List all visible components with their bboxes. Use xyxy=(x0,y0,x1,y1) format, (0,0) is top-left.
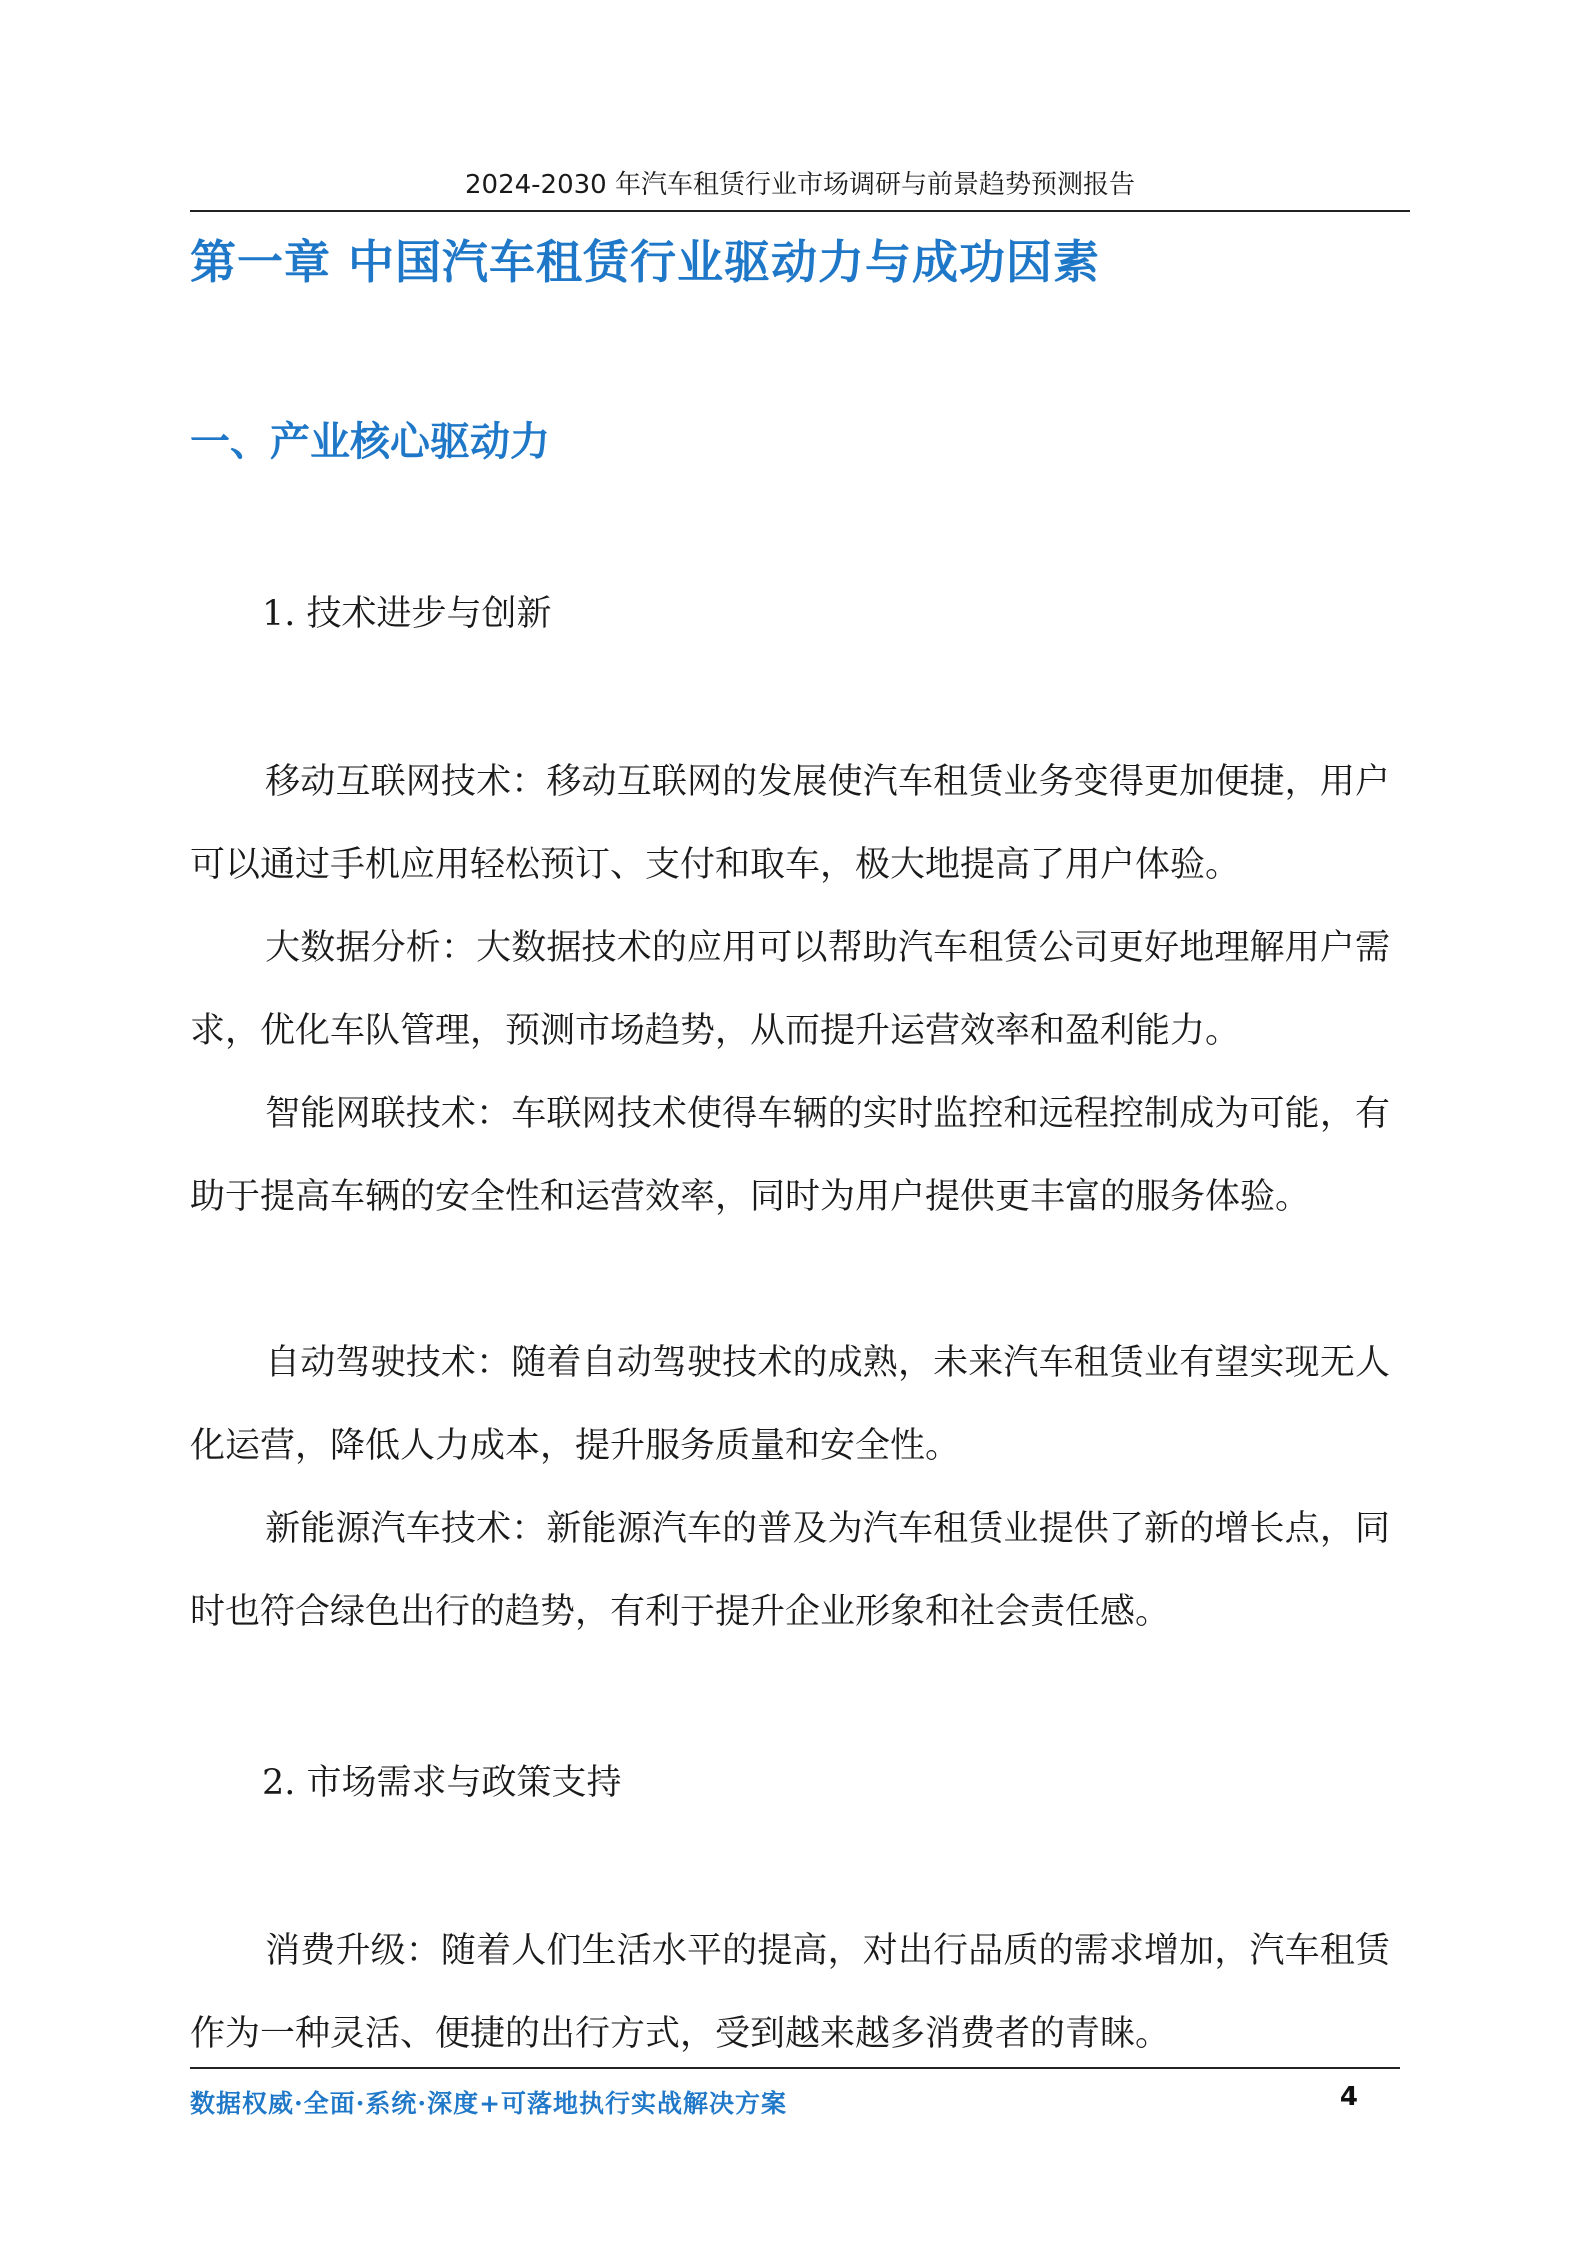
subsection-heading-1: 1. 技术进步与创新 xyxy=(262,594,552,634)
paragraph-connected-vehicle xyxy=(190,1073,1390,1239)
paragraph-consumption-upgrade xyxy=(190,1910,1390,2076)
paragraph-new-energy xyxy=(190,1488,1390,1654)
section-title: 一、产业核心驱动力 xyxy=(190,419,550,465)
paragraph-mobile-internet xyxy=(190,741,1390,907)
subsection-heading-2: 2. 市场需求与政策支持 xyxy=(262,1763,622,1803)
footer-divider xyxy=(190,2067,1400,2069)
chapter-title: 第一章 中国汽车租赁行业驱动力与成功因素 xyxy=(190,235,1101,289)
header-divider xyxy=(190,210,1410,212)
footer-slogan: 数据权威·全面·系统·深度+可落地执行实战解决方案 xyxy=(190,2089,788,2118)
paragraph-autonomous-driving xyxy=(190,1322,1390,1488)
paragraph-text: 新能源汽车技术：新能源汽车的普及为汽车租赁业提供了新的增长点，同时也符合绿色出行的趋势，有利于提升企业形象和社会责任感。 xyxy=(190,1509,1390,1632)
paragraph-text: 移动互联网技术：移动互联网的发展使汽车租赁业务变得更加便捷，用户可以通过手机应用轻松预订、支付和取车，极大地提高了用户体验。 xyxy=(190,762,1390,885)
paragraph-text: 自动驾驶技术：随着自动驾驶技术的成熟，未来汽车租赁业有望实现无人化运营，降低人力成本，提升服务质量和安全性。 xyxy=(190,1343,1390,1466)
paragraph-text: 消费升级：随着人们生活水平的提高，对出行品质的需求增加，汽车租赁作为一种灵活、便捷的出行方式，受到越来越多消费者的青睐。 xyxy=(190,1931,1390,2054)
page-number: 4 xyxy=(1339,2082,1358,2112)
paragraph-text: 智能网联技术：车联网技术使得车辆的实时监控和远程控制成为可能，有助于提高车辆的安全性和运营效率，同时为用户提供更丰富的服务体验。 xyxy=(190,1094,1390,1217)
running-header-title: 2024-2030 年汽车租赁行业市场调研与前景趋势预测报告 xyxy=(465,170,1135,200)
paragraph-big-data xyxy=(190,907,1390,1073)
paragraph-text: 大数据分析：大数据技术的应用可以帮助汽车租赁公司更好地理解用户需求，优化车队管理，预测市场趋势，从而提升运营效率和盈利能力。 xyxy=(190,928,1390,1051)
